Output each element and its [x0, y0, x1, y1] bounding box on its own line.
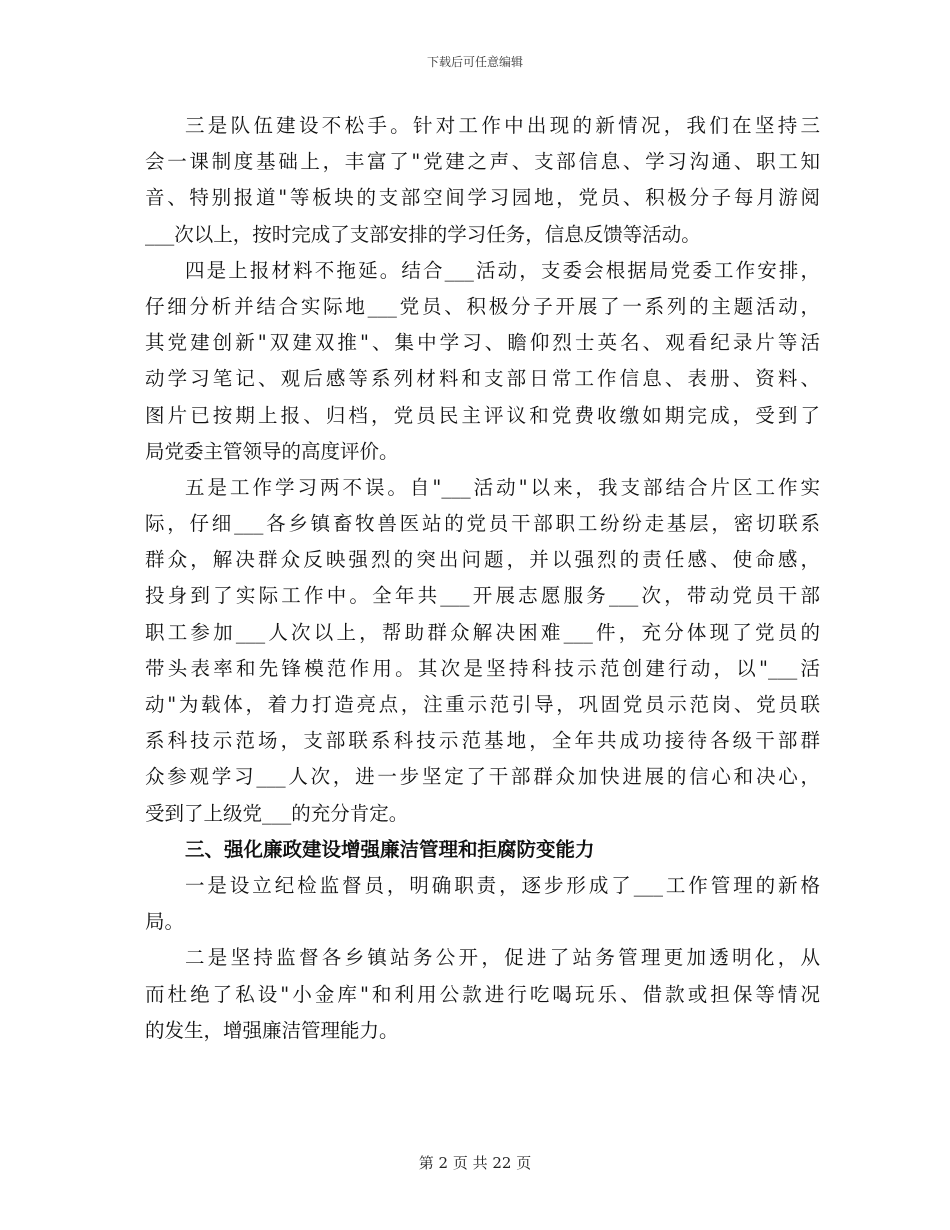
paragraph-line: 五是工作学习两不误。自"___活动"以来，我支部结合片区工作实	[185, 475, 820, 499]
paragraph-line: 众参观学习___人次，进一步坚定了干部群众加快进展的信心和决心，	[145, 765, 820, 789]
paragraph-line: 四是上报材料不拖延。结合___活动，支委会根据局党委工作安排，	[185, 258, 820, 282]
paragraph-line: 局。	[145, 910, 185, 934]
paragraph-line: 际，仔细___各乡镇畜牧兽医站的党员干部职工纷纷走基层，密切联系	[145, 512, 820, 536]
page-number: 第 2 页 共 22 页	[418, 1154, 532, 1172]
paragraph-line: 动"为载体，着力打造亮点，注重示范引导，巩固党员示范岗、党员联	[145, 693, 820, 716]
paragraph-line: 其党建创新"双建双推"、集中学习、瞻仰烈士英名、观看纪录片等活	[145, 331, 820, 355]
paragraph-line: 受到了上级党___的充分肯定。	[145, 801, 409, 825]
paragraph-line: 三是队伍建设不松手。针对工作中出现的新情况，我们在坚持三	[185, 114, 820, 137]
paragraph-line: 图片已按期上报、归档，党员民主评议和党费收缴如期完成，受到了	[145, 403, 820, 427]
paragraph-line: 的发生，增强廉洁管理能力。	[145, 1018, 399, 1042]
paragraph-line: 带头表率和先锋模范作用。其次是坚持科技示范创建行动，以"___活	[145, 656, 820, 680]
section-heading: 三、强化廉政建设增强廉洁管理和拒腐防变能力	[185, 837, 595, 861]
page-header-note: 下载后可任意编辑	[426, 55, 523, 69]
paragraph-line: 会一课制度基础上，丰富了"党建之声、支部信息、学习沟通、职工知	[145, 150, 820, 174]
paragraph-line: 一是设立纪检监督员，明确职责，逐步形成了___工作管理的新格	[185, 873, 820, 897]
paragraph-line: 而杜绝了私设"小金库"和利用公款进行吃喝玩乐、借款或担保等情况	[145, 982, 820, 1006]
paragraph-line: 动学习笔记、观后感等系列材料和支部日常工作信息、表册、资料、	[145, 367, 820, 391]
paragraph-line: 群众，解决群众反映强烈的突出问题，并以强烈的责任感、使命感，	[145, 548, 820, 572]
document-body	[145, 108, 820, 1049]
paragraph-line: 系科技示范场，支部联系科技示范基地，全年共成功接待各级干部群	[145, 729, 820, 753]
paragraph-line: 仔细分析并结合实际地___党员、积极分子开展了一系列的主题活动，	[145, 294, 820, 318]
paragraph-line: 音、特别报道"等板块的支部空间学习园地，党员、积极分子每月游阅	[145, 186, 820, 210]
paragraph-line: 职工参加___人次以上，帮助群众解决困难___件，充分体现了党员的	[145, 620, 820, 644]
paragraph-line: ___次以上，按时完成了支部安排的学习任务，信息反馈等活动。	[145, 222, 701, 246]
paragraph-line: 二是坚持监督各乡镇站务公开，促进了站务管理更加透明化，从	[185, 946, 820, 970]
paragraph-line: 投身到了实际工作中。全年共___开展志愿服务___次，带动党员干部	[145, 584, 820, 608]
paragraph-line: 局党委主管领导的高度评价。	[145, 439, 399, 463]
